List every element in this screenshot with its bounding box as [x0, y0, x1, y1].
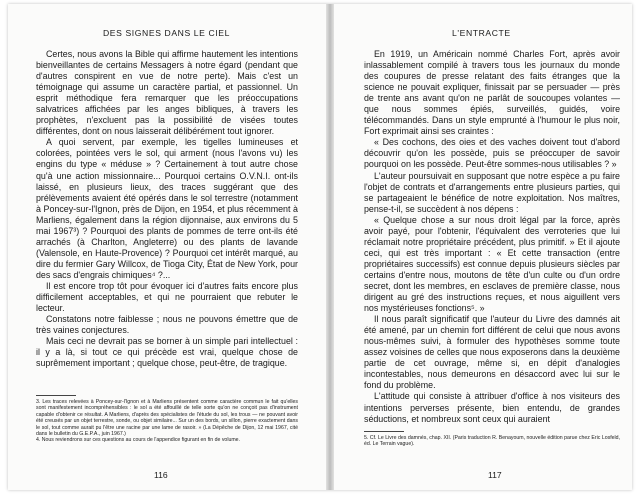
paragraph: Il nous paraît significatif que l'auteur du Livre des damnés ait été amené, par un chemin fort différent de celui que nous avons nous-mêmes suivi, à formuler des hypothèses somme toute assez voisines de celles que nous exposerons dans la deuxième partie de cet ouvrage, même si, en dépit d'analogies incontestables, nous demeurons en désaccord avec lui sur le fond du problème. [364, 314, 620, 391]
paragraph: L'auteur poursuivait en supposant que notre espèce a pu faire l'objet de contrats et d'arrangements entre plusieurs parties, qui se partageaient le bénéfice de notre exploitation. Nos maîtres, pense-t-il, se succèdent à nos dépens : [364, 170, 620, 214]
running-head: L'ENTRACTE [452, 28, 511, 38]
page-number: 117 [488, 470, 502, 480]
paragraph: A quoi servent, par exemple, les tigelles lumineuses et colorées, pointées vers le sol, qui arment (nous l'avons vu) les engins du type « méduse » ? Certainement à tout autre chose qu'à une action missionnaire... Pourquoi certains O.V.N.I. ont-ils laissé, en plusieurs lieux, des traces suggérant que des prélèvements avaient été opérés dans le sol terrestre (notamment à Poncey-sur-l'Ignon, près de Dijon, en 1954, et plus récemment à Marliens, également dans la région dijonnaise, aux environs du 5 mai 1967³) ? Pourquoi des plants de pommes de terre ont-ils été arrachés (à Charlton, Angleterre) ou des plants de lavande (Valensole, en Haute-Provence) ? Pourquoi cet intérêt marqué, au dire du fermier Gary Willcox, de Tioga City, État de New York, pour des sacs d'engrais chimiques⁴ ?... [36, 137, 298, 280]
book-gutter [326, 4, 334, 490]
right-page [334, 4, 632, 490]
paragraph: En 1919, un Américain nommé Charles Fort, après avoir inlassablement compilé à travers tous les journaux du monde des coupures de presse relatant des faits étranges que la science ne pouvait expliquer, finissait par se persuader — près de trente ans avant qu'on ne parlât de soucoupes volantes — que nous sommes épiés, surveillés, guidés, voire télécommandés. Dans un style emprunté à l'humour le plus noir, Fort exprimait ainsi ses craintes : [364, 49, 620, 137]
footnote-rule [36, 395, 76, 396]
running-head: DES SIGNES DANS LE CIEL [103, 28, 230, 38]
page-body [36, 49, 298, 369]
paragraph: Constatons notre faiblesse ; nous ne pouvons émettre que de très vaines conjectures. [36, 314, 298, 336]
page-number: 116 [154, 470, 168, 480]
paragraph: Certes, nous avons la Bible qui affirme hautement les intentions bienveillantes de certains Messagers à notre égard (pendant que d'autres conspirent en vue de notre perte). Mais c'est un témoignage qui assume un caractère partial, et passionnel. Un esprit méthodique fera remarquer que les préoccupations salvatrices affichées par les anges bibliques, à travers les prophètes, n'excluent pas la possibilité de visées toutes différentes, dont on nous laisserait délibérément tout ignorer. [36, 49, 298, 137]
paragraph: L'attitude qui consiste à attribuer d'office à nos visiteurs des intentions perverses présente, bien entendu, de grandes séductions, et nombreux sont ceux qui auraient [364, 391, 620, 424]
footnote: 3. Les traces relevées à Poncey-sur-l'Ignon et à Marliens présentent comme caractère commun le fait qu'elles sont manifestement incompréhensibles : le sol a été affouillé de telle sorte qu'on ne conçoit pas d'instrument capable d'obtenir ce résultat. A Marliens, d'après des spécialistes de l'étude du sol, les trous — ne pouvant avoir été creusés par un objet terrestre, sonde, ou objet similaire... Sur un des bords, un sillon, pierre exactement dans le sol, tout comme aurait pu l'être une racine par une lame de rasoir. » (La Dépêche de Dijon, 12 mai 1967, cité dans le bulletin du G.E.P.A., juin 1967.) [36, 399, 298, 438]
paragraph: Mais ceci ne devrait pas se borner à un simple pari intellectuel : il y a là, si tout ce qui précède est vrai, quelque chose de suprêmement important ; quelque chose, peut-être, de tragique. [36, 336, 298, 369]
footnote-rule [364, 431, 404, 432]
footnote: 4. Nous reviendrons sur ces questions au cours de l'appendice figurant en fin de volume. [36, 437, 240, 444]
paragraph: Il est encore trop tôt pour évoquer ici d'autres faits encore plus difficilement acceptables, et qui ne pourraient que rebuter le lecteur. [36, 280, 298, 314]
page-body [364, 49, 620, 425]
left-page [8, 4, 326, 490]
book-spread [8, 4, 632, 490]
paragraph: « Quelque chose a sur nous droit légal par la force, après avoir payé, pour l'obtenir, l'équivalent des verroteries que lui réclamait notre propriétaire précédent, plus primitif. » Et il ajoute ceci, qui est très important : « Et cette transaction (entre propriétaires successifs) est connue depuis plusieurs siècles par certains d'entre nous, moutons de tête d'un culte ou d'un ordre secret, dont les membres, en esclaves de première classe, nous dirigent au gré des instructions reçues, et nous aiguillent vers nos mystérieuses fonctions⁵. » [364, 214, 620, 314]
footnotes [364, 435, 620, 448]
footnote: 5. Cf. Le Livre des damnés, chap. XII. (Paris traduction R. Benayoum, nouvelle édition parue chez Eric Losfeld, éd. Le Terrain vague). [364, 435, 620, 448]
paragraph: « Des cochons, des oies et des vaches doivent tout d'abord découvrir qu'on les possède, puis se préoccuper de savoir pourquoi on les possède. Peut-être sommes-nous utilisables ? » [364, 137, 620, 170]
footnotes [36, 399, 298, 444]
